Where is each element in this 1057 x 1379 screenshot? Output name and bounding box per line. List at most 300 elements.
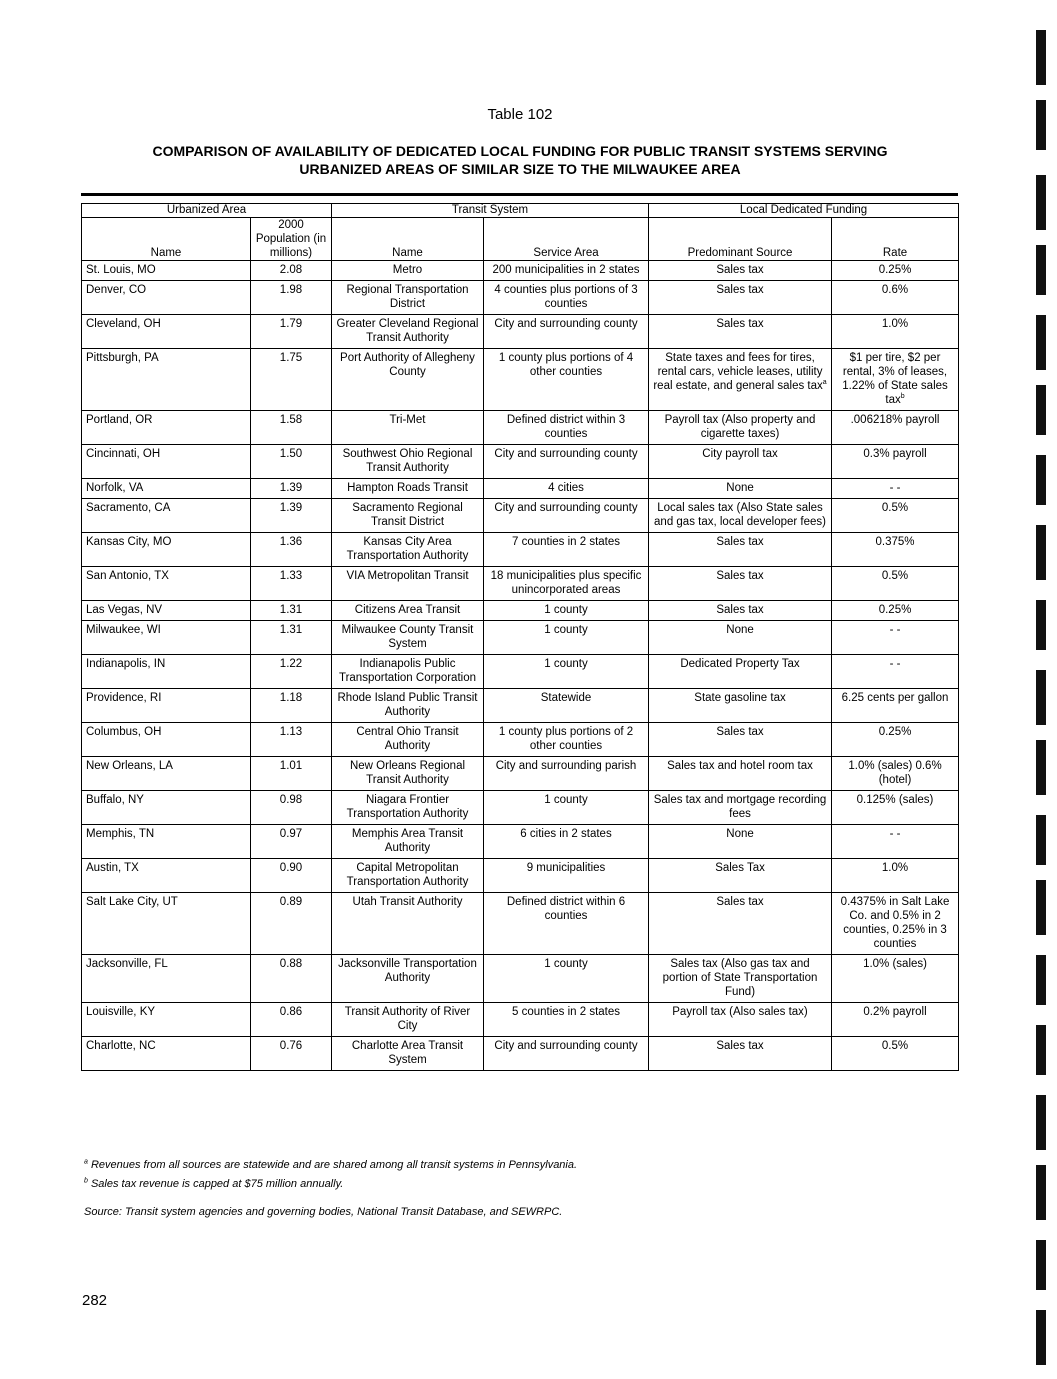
table-row [82, 825, 959, 859]
binding-mark [1036, 100, 1046, 150]
binding-mark [1036, 175, 1046, 230]
cell-service-area-text: City and surrounding parish [495, 760, 637, 772]
cell-population [251, 893, 332, 955]
cell-area-name-text: Las Vegas, NV [86, 604, 163, 616]
source-note: Source: Transit system agencies and governing bodies, National Transit Database, and SEWRPC. [84, 1206, 563, 1218]
cell-rate [832, 655, 959, 689]
table-row [82, 261, 959, 281]
cell-population [251, 349, 332, 411]
cell-service-area-text: 4 counties plus portions of 3 counties [494, 284, 638, 310]
cell-source [649, 567, 832, 601]
cell-system-name-text: Port Authority of Allegheny County [340, 352, 475, 378]
cell-area-name-text: Cleveland, OH [86, 318, 161, 330]
cell-source [649, 893, 832, 955]
cell-area-name [82, 757, 251, 791]
table-row [82, 411, 959, 445]
cell-area-name [82, 533, 251, 567]
cell-source [649, 1037, 832, 1071]
cell-source [649, 621, 832, 655]
cell-population-text: 1.58 [279, 414, 303, 426]
cell-system-name [332, 893, 484, 955]
cell-system-name-text: Sacramento Regional Transit District [352, 502, 463, 528]
cell-population-text: 1.31 [279, 604, 303, 616]
cell-population [251, 261, 332, 281]
cell-rate-text: 1.0% (sales) [863, 958, 927, 970]
cell-system-name-text: Milwaukee County Transit System [341, 624, 474, 650]
cell-service-area-text: 4 cities [548, 482, 584, 494]
cell-rate-text: 6.25 cents per gallon [841, 692, 949, 704]
table-row [82, 893, 959, 955]
table-row [82, 1003, 959, 1037]
cell-population [251, 791, 332, 825]
cell-source-text: Sales Tax [715, 862, 765, 874]
group-header-row [82, 204, 959, 218]
cell-source-text: Local sales tax (Also State sales and gas tax, local developer fees) [654, 502, 826, 528]
cell-source-text: Payroll tax (Also property and cigarette taxes) [664, 414, 816, 440]
cell-area-name [82, 445, 251, 479]
cell-population-text: 1.50 [279, 448, 303, 460]
cell-service-area [484, 655, 649, 689]
cell-area-name [82, 499, 251, 533]
table-row [82, 445, 959, 479]
cell-system-name [332, 533, 484, 567]
cell-service-area-text: City and surrounding county [494, 1040, 638, 1052]
cell-rate-text: 1.0% (sales) 0.6% (hotel) [848, 760, 942, 786]
cell-service-area [484, 955, 649, 1003]
table-row [82, 757, 959, 791]
cell-service-area [484, 479, 649, 499]
cell-service-area [484, 315, 649, 349]
cell-rate [832, 411, 959, 445]
cell-population [251, 723, 332, 757]
cell-area-name [82, 315, 251, 349]
cell-population-text: 1.01 [279, 760, 303, 772]
cell-source-text: Sales tax [716, 570, 764, 582]
cell-area-name-text: Salt Lake City, UT [86, 896, 178, 908]
cell-service-area-text: 7 counties in 2 states [511, 536, 621, 548]
cell-rate [832, 349, 959, 411]
cell-system-name-text: Indianapolis Public Transportation Corporation [338, 658, 476, 684]
cell-rate-text: 0.6% [881, 284, 909, 296]
cell-system-name [332, 689, 484, 723]
cell-area-name-text: Portland, OR [86, 414, 153, 426]
cell-source-text: Sales tax and mortgage recording fees [653, 794, 827, 820]
cell-area-name-text: Buffalo, NY [86, 794, 144, 806]
cell-area-name [82, 601, 251, 621]
cell-population-text: 1.13 [279, 726, 303, 738]
cell-service-area-text: 1 county [544, 624, 588, 636]
cell-area-name [82, 955, 251, 1003]
cell-population [251, 825, 332, 859]
cell-system-name-text: Transit Authority of River City [344, 1006, 471, 1032]
cell-source [649, 601, 832, 621]
cell-service-area [484, 281, 649, 315]
cell-system-name [332, 1003, 484, 1037]
cell-source-text: Sales tax [716, 536, 764, 548]
cell-rate-text: 0.5% [881, 570, 909, 582]
cell-rate [832, 261, 959, 281]
binding-mark [1036, 30, 1046, 85]
cell-system-name-text: Rhode Island Public Transit Authority [337, 692, 478, 718]
cell-rate [832, 825, 959, 859]
cell-population-text: 0.76 [279, 1040, 303, 1052]
cell-area-name-text: Denver, CO [86, 284, 147, 296]
cell-rate [832, 757, 959, 791]
cell-source-text: Sales tax [716, 604, 764, 616]
cell-population-text: 1.33 [279, 570, 303, 582]
cell-system-name-text: Tri-Met [389, 414, 426, 426]
cell-population-text: 0.89 [279, 896, 303, 908]
cell-area-name [82, 893, 251, 955]
col-system-name: Name [332, 218, 484, 261]
cell-service-area [484, 261, 649, 281]
cell-source-text: State gasoline tax [694, 692, 786, 704]
cell-system-name-text: Citizens Area Transit [354, 604, 461, 616]
cell-rate-text: 0.2% payroll [863, 1006, 927, 1018]
cell-area-name-text: Pittsburgh, PA [86, 352, 159, 364]
cell-rate [832, 445, 959, 479]
binding-mark [1036, 955, 1046, 1005]
cell-rate-text: .006218% payroll [850, 414, 940, 426]
cell-service-area-text: Defined district within 3 counties [506, 414, 626, 440]
cell-area-name-text: Louisville, KY [86, 1006, 156, 1018]
funding-table [81, 203, 959, 1071]
cell-rate [832, 1037, 959, 1071]
cell-area-name [82, 1037, 251, 1071]
cell-source [649, 955, 832, 1003]
cell-service-area [484, 1037, 649, 1071]
cell-area-name [82, 723, 251, 757]
footnote-b [84, 1177, 784, 1191]
cell-system-name [332, 621, 484, 655]
cell-system-name [332, 723, 484, 757]
cell-population [251, 859, 332, 893]
binding-mark [1036, 525, 1046, 580]
cell-population-text: 0.98 [279, 794, 303, 806]
cell-population [251, 621, 332, 655]
binding-mark [1036, 740, 1046, 795]
cell-area-name [82, 655, 251, 689]
cell-rate-text: 0.25% [878, 604, 912, 616]
cell-population [251, 445, 332, 479]
cell-system-name [332, 757, 484, 791]
cell-service-area [484, 723, 649, 757]
binding-mark [1036, 385, 1046, 435]
cell-population [251, 479, 332, 499]
footnote-a-text: Revenues from all sources are statewide and are shared among all transit systems in Pennsylvania. [90, 1159, 578, 1171]
cell-population [251, 567, 332, 601]
cell-rate-text: $1 per tire, $2 per rental, 3% of leases, 1.22% of State sales tax [842, 352, 948, 406]
col-service-area: Service Area [484, 218, 649, 261]
cell-service-area [484, 533, 649, 567]
cell-area-name [82, 261, 251, 281]
cell-area-name-text: Austin, TX [86, 862, 139, 874]
cell-system-name [332, 1037, 484, 1071]
cell-system-name [332, 567, 484, 601]
cell-source-text: State taxes and fees for tires, rental cars, vehicle leases, utility real estate, and general sales tax [653, 352, 823, 392]
cell-area-name-text: Norfolk, VA [86, 482, 144, 494]
cell-rate-text: 0.3% payroll [863, 448, 927, 460]
binding-mark [1036, 1025, 1046, 1075]
binding-mark [1036, 315, 1046, 370]
cell-rate [832, 567, 959, 601]
cell-area-name [82, 621, 251, 655]
cell-source [649, 445, 832, 479]
cell-population-text: 1.79 [279, 318, 303, 330]
cell-rate-text: - - [889, 658, 901, 670]
cell-system-name [332, 655, 484, 689]
table-row [82, 479, 959, 499]
cell-service-area [484, 791, 649, 825]
cell-population [251, 1003, 332, 1037]
table-row [82, 533, 959, 567]
cell-area-name-text: Jacksonville, FL [86, 958, 168, 970]
cell-rate [832, 499, 959, 533]
group-local-funding: Local Dedicated Funding [649, 204, 959, 218]
cell-service-area-text: 5 counties in 2 states [511, 1006, 621, 1018]
cell-system-name [332, 955, 484, 1003]
cell-rate [832, 893, 959, 955]
cell-area-name [82, 859, 251, 893]
cell-source-text: Dedicated Property Tax [680, 658, 800, 670]
cell-system-name-text: Jacksonville Transportation Authority [338, 958, 477, 984]
cell-rate-text: - - [889, 624, 901, 636]
binding-mark [1036, 1095, 1046, 1150]
footnote-marker: a [822, 379, 827, 387]
cell-service-area-text: 1 county [544, 604, 588, 616]
cell-system-name-text: Metro [392, 264, 423, 276]
cell-area-name-text: Columbus, OH [86, 726, 162, 738]
cell-rate-text: 1.0% [881, 862, 909, 874]
cell-source-text: Sales tax [716, 896, 764, 908]
cell-rate [832, 1003, 959, 1037]
cell-rate-text: 0.25% [878, 264, 912, 276]
cell-population [251, 1037, 332, 1071]
table-row [82, 723, 959, 757]
cell-area-name-text: Sacramento, CA [86, 502, 171, 514]
cell-rate [832, 315, 959, 349]
cell-area-name-text: Indianapolis, IN [86, 658, 166, 670]
cell-system-name-text: Greater Cleveland Regional Transit Authority [336, 318, 479, 344]
cell-system-name-text: Utah Transit Authority [352, 896, 463, 908]
cell-area-name-text: Cincinnati, OH [86, 448, 161, 460]
cell-service-area [484, 411, 649, 445]
cell-source [649, 533, 832, 567]
cell-system-name-text: Capital Metropolitan Transportation Authority [346, 862, 469, 888]
binding-mark [1036, 600, 1046, 650]
binding-mark [1036, 245, 1046, 295]
cell-rate-text: 0.5% [881, 502, 909, 514]
col-population: 2000 Population (in millions) [251, 218, 332, 261]
cell-population [251, 601, 332, 621]
cell-area-name-text: Providence, RI [86, 692, 162, 704]
cell-service-area [484, 1003, 649, 1037]
cell-rate-text: 0.125% (sales) [856, 794, 934, 806]
cell-system-name-text: Regional Transportation District [346, 284, 469, 310]
cell-area-name [82, 791, 251, 825]
cell-service-area [484, 689, 649, 723]
cell-population [251, 315, 332, 349]
cell-source [649, 479, 832, 499]
cell-source-text: Sales tax [716, 284, 764, 296]
table-row [82, 349, 959, 411]
table-body [82, 261, 959, 1071]
cell-population-text: 1.39 [279, 482, 303, 494]
cell-system-name-text: Hampton Roads Transit [347, 482, 468, 494]
cell-service-area [484, 567, 649, 601]
binding-mark [1036, 670, 1046, 725]
table-subtitle: COMPARISON OF AVAILABILITY OF DEDICATED LOCAL FUNDING FOR PUBLIC TRANSIT SYSTEMS SERVING URBANIZED AREAS OF SIMILAR SIZE TO THE MILWAUKEE AREA [152, 143, 888, 177]
table-row [82, 499, 959, 533]
cell-system-name [332, 601, 484, 621]
table-row [82, 567, 959, 601]
table-row [82, 655, 959, 689]
table-row [82, 859, 959, 893]
cell-system-name-text: Niagara Frontier Transportation Authority [346, 794, 469, 820]
cell-source-text: Sales tax and hotel room tax [667, 760, 813, 772]
cell-population-text: 0.88 [279, 958, 303, 970]
binding-mark [1036, 1165, 1046, 1220]
cell-area-name-text: New Orleans, LA [86, 760, 173, 772]
cell-service-area [484, 893, 649, 955]
cell-population [251, 533, 332, 567]
cell-service-area-text: 18 municipalities plus specific unincorporated areas [490, 570, 642, 596]
footnote-b-mark: b [84, 1177, 88, 1185]
cell-rate [832, 533, 959, 567]
group-urbanized-area: Urbanized Area [82, 204, 332, 218]
top-rule [81, 193, 958, 196]
cell-rate [832, 859, 959, 893]
cell-population-text: 0.90 [279, 862, 303, 874]
footnote-b-text: Sales tax revenue is capped at $75 million annually. [90, 1178, 344, 1190]
cell-service-area-text: 200 municipalities in 2 states [492, 264, 640, 276]
cell-system-name [332, 499, 484, 533]
cell-area-name [82, 825, 251, 859]
cell-service-area-text: City and surrounding county [494, 448, 638, 460]
cell-population-text: 1.98 [279, 284, 303, 296]
table-row [82, 689, 959, 723]
cell-service-area-text: 1 county [544, 794, 588, 806]
cell-system-name-text: Charlotte Area Transit System [351, 1040, 464, 1066]
cell-rate [832, 281, 959, 315]
cell-population [251, 757, 332, 791]
cell-system-name-text: Kansas City Area Transportation Authority [346, 536, 469, 562]
table-row [82, 1037, 959, 1071]
cell-system-name-text: VIA Metropolitan Transit [346, 570, 469, 582]
binding-mark [1036, 815, 1046, 865]
binding-mark [1036, 455, 1046, 505]
cell-system-name [332, 281, 484, 315]
cell-service-area-text: 1 county [544, 658, 588, 670]
cell-population [251, 281, 332, 315]
table-row [82, 621, 959, 655]
cell-area-name [82, 1003, 251, 1037]
cell-rate-text: 0.4375% in Salt Lake Co. and 0.5% in 2 counties, 0.25% in 3 counties [840, 896, 950, 950]
cell-rate-text: 0.375% [875, 536, 915, 548]
cell-population-text: 1.31 [279, 624, 303, 636]
cell-system-name-text: Memphis Area Transit Authority [351, 828, 464, 854]
cell-source [649, 791, 832, 825]
cell-area-name-text: St. Louis, MO [86, 264, 156, 276]
cell-service-area [484, 757, 649, 791]
cell-system-name-text: Southwest Ohio Regional Transit Authority [342, 448, 473, 474]
cell-service-area-text: 1 county [544, 958, 588, 970]
col-source: Predominant Source [649, 218, 832, 261]
cell-source [649, 281, 832, 315]
cell-system-name-text: New Orleans Regional Transit Authority [349, 760, 466, 786]
cell-source [649, 825, 832, 859]
binding-mark [1036, 1310, 1046, 1365]
cell-area-name [82, 567, 251, 601]
cell-service-area-text: Defined district within 6 counties [506, 896, 626, 922]
cell-rate [832, 723, 959, 757]
cell-rate-text: 1.0% [881, 318, 909, 330]
table-title: Table 102 [487, 106, 553, 123]
cell-area-name-text: San Antonio, TX [86, 570, 169, 582]
col-rate: Rate [832, 218, 959, 261]
cell-source [649, 411, 832, 445]
cell-source [649, 315, 832, 349]
cell-source [649, 723, 832, 757]
cell-system-name [332, 315, 484, 349]
cell-source [649, 859, 832, 893]
cell-system-name [332, 791, 484, 825]
cell-rate [832, 791, 959, 825]
cell-population [251, 689, 332, 723]
cell-source-text: None [726, 828, 754, 840]
column-header-row [82, 218, 959, 261]
cell-area-name [82, 281, 251, 315]
cell-population [251, 955, 332, 1003]
cell-population-text: 1.75 [279, 352, 303, 364]
cell-population [251, 499, 332, 533]
cell-area-name [82, 689, 251, 723]
cell-system-name [332, 479, 484, 499]
table-row [82, 955, 959, 1003]
cell-source [649, 499, 832, 533]
group-transit-system: Transit System [332, 204, 649, 218]
col-area-name: Name [82, 218, 251, 261]
cell-system-name [332, 825, 484, 859]
cell-population-text: 1.18 [279, 692, 303, 704]
cell-service-area [484, 601, 649, 621]
cell-population-text: 2.08 [279, 264, 303, 276]
cell-population [251, 655, 332, 689]
cell-rate-text: 0.5% [881, 1040, 909, 1052]
cell-system-name-text: Central Ohio Transit Authority [356, 726, 459, 752]
cell-source [649, 349, 832, 411]
cell-area-name-text: Kansas City, MO [86, 536, 172, 548]
cell-rate [832, 479, 959, 499]
cell-service-area [484, 859, 649, 893]
table-row [82, 281, 959, 315]
cell-area-name-text: Charlotte, NC [86, 1040, 156, 1052]
cell-service-area [484, 499, 649, 533]
cell-population-text: 0.97 [279, 828, 303, 840]
cell-source [649, 1003, 832, 1037]
cell-source-text: Sales tax [716, 1040, 764, 1052]
cell-system-name [332, 261, 484, 281]
cell-area-name-text: Milwaukee, WI [86, 624, 161, 636]
cell-service-area-text: 1 county plus portions of 2 other counties [498, 726, 634, 752]
cell-source-text: Sales tax [716, 318, 764, 330]
cell-source-text: Payroll tax (Also sales tax) [672, 1006, 808, 1018]
cell-population-text: 0.86 [279, 1006, 303, 1018]
cell-rate [832, 689, 959, 723]
binding-mark [1036, 1240, 1046, 1290]
cell-source-text: City payroll tax [702, 448, 778, 460]
cell-rate [832, 955, 959, 1003]
